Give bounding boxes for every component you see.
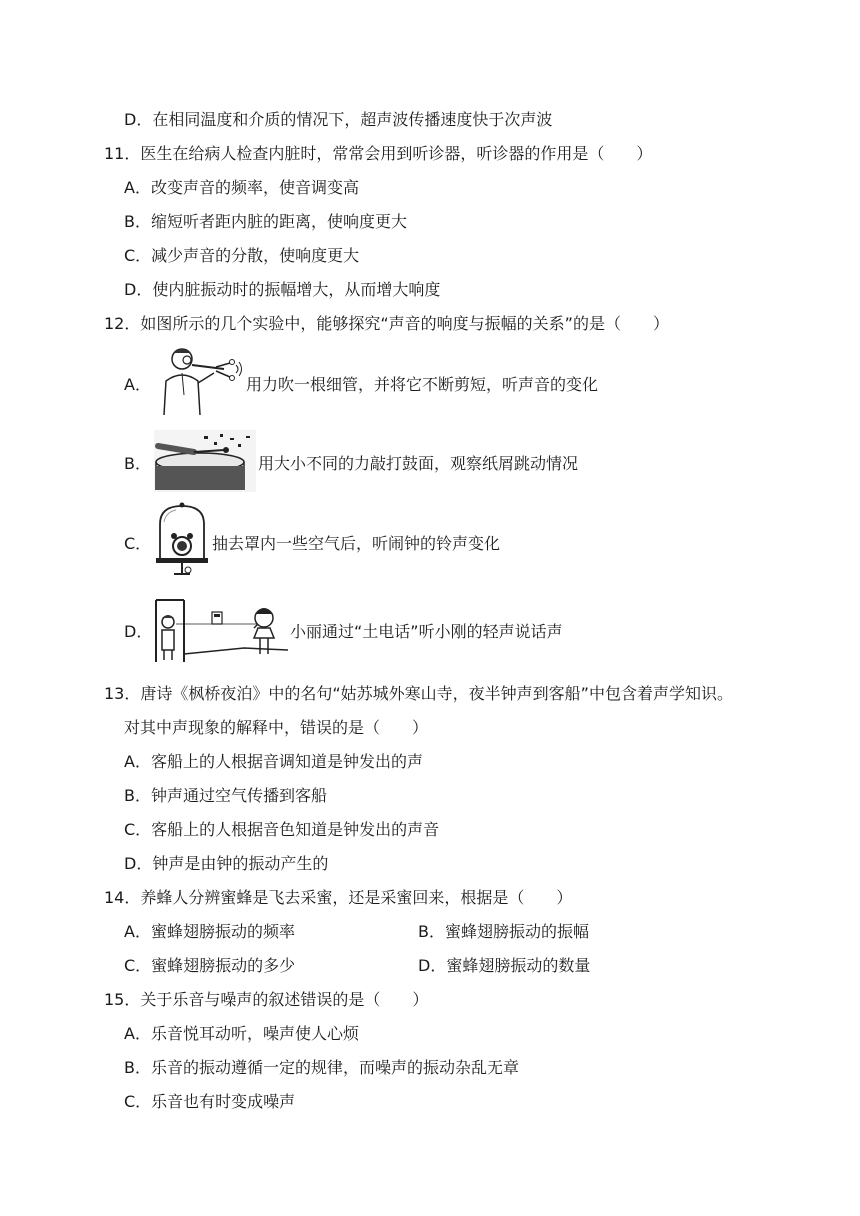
string-telephone-kids-icon	[154, 598, 288, 664]
q14-stem: 14．养蜂人分辨蜜蜂是飞去采蜜，还是采蜜回来，根据是（ ）	[104, 888, 573, 907]
q13-option-b: B．钟声通过空气传播到客船	[124, 786, 327, 805]
q12-option-d-text: 小丽通过“土电话”听小刚的轻声说话声	[290, 622, 563, 641]
q15-stem: 15．关于乐音与噪声的叙述错误的是（ ）	[104, 990, 429, 1009]
q12-option-a-text: 用力吹一根细管，并将它不断剪短，听声音的变化	[246, 375, 599, 394]
q13-option-d: D．钟声是由钟的振动产生的	[124, 854, 329, 873]
q14-option-b: B．蜜蜂翅膀振动的振幅	[418, 922, 589, 941]
q12-option-b-text: 用大小不同的力敲打鼓面，观察纸屑跳动情况	[258, 454, 579, 473]
q12-option-a-letter: A．	[124, 375, 151, 394]
q13-stem-line2: 对其中声现象的解释中，错误的是（ ）	[124, 718, 429, 737]
bell-jar-alarm-clock-icon	[154, 502, 210, 580]
q12-option-d-letter: D．	[124, 622, 153, 641]
q14-option-d: D．蜜蜂翅膀振动的数量	[418, 956, 591, 975]
q11-option-d: D．使内脏振动时的振幅增大，从而增大响度	[124, 280, 441, 299]
q15-option-a: A．乐音悦耳动听，噪声使人心烦	[124, 1024, 359, 1043]
q13-option-a: A．客船上的人根据音调知道是钟发出的声	[124, 752, 423, 771]
drum-with-paper-scraps-icon	[154, 430, 256, 492]
man-blowing-tube-icon	[154, 345, 246, 417]
q13-option-c: C．客船上的人根据音色知道是钟发出的声音	[124, 820, 440, 839]
q11-option-a: A．改变声音的频率，使音调变高	[124, 178, 359, 197]
q10-option-d: D．在相同温度和介质的情况下，超声波传播速度快于次声波	[124, 110, 553, 129]
q15-option-b: B．乐音的振动遵循一定的规律，而噪声的振动杂乱无章	[124, 1058, 519, 1077]
q15-option-c: C．乐音也有时变成噪声	[124, 1092, 296, 1111]
q12-stem: 12．如图所示的几个实验中，能够探究“声音的响度与振幅的关系”的是（ ）	[104, 314, 669, 333]
q11-option-c: C．减少声音的分散，使响度更大	[124, 246, 360, 265]
q12-option-c-letter: C．	[124, 534, 152, 553]
q14-option-a: A．蜜蜂翅膀振动的频率	[124, 922, 295, 941]
q14-option-c: C．蜜蜂翅膀振动的多少	[124, 956, 296, 975]
q11-stem: 11．医生在给病人检查内脏时，常常会用到听诊器，听诊器的作用是（ ）	[104, 144, 653, 163]
q13-stem-line1: 13．唐诗《枫桥夜泊》中的名句“姑苏城外寒山寺，夜半钟声到客船”中包含着声学知识。	[104, 684, 733, 703]
q12-option-c-text: 抽去罩内一些空气后，听闹钟的铃声变化	[212, 534, 501, 553]
q12-option-b-letter: B．	[124, 454, 151, 473]
q11-option-b: B．缩短听者距内脏的距离，使响度更大	[124, 212, 407, 231]
